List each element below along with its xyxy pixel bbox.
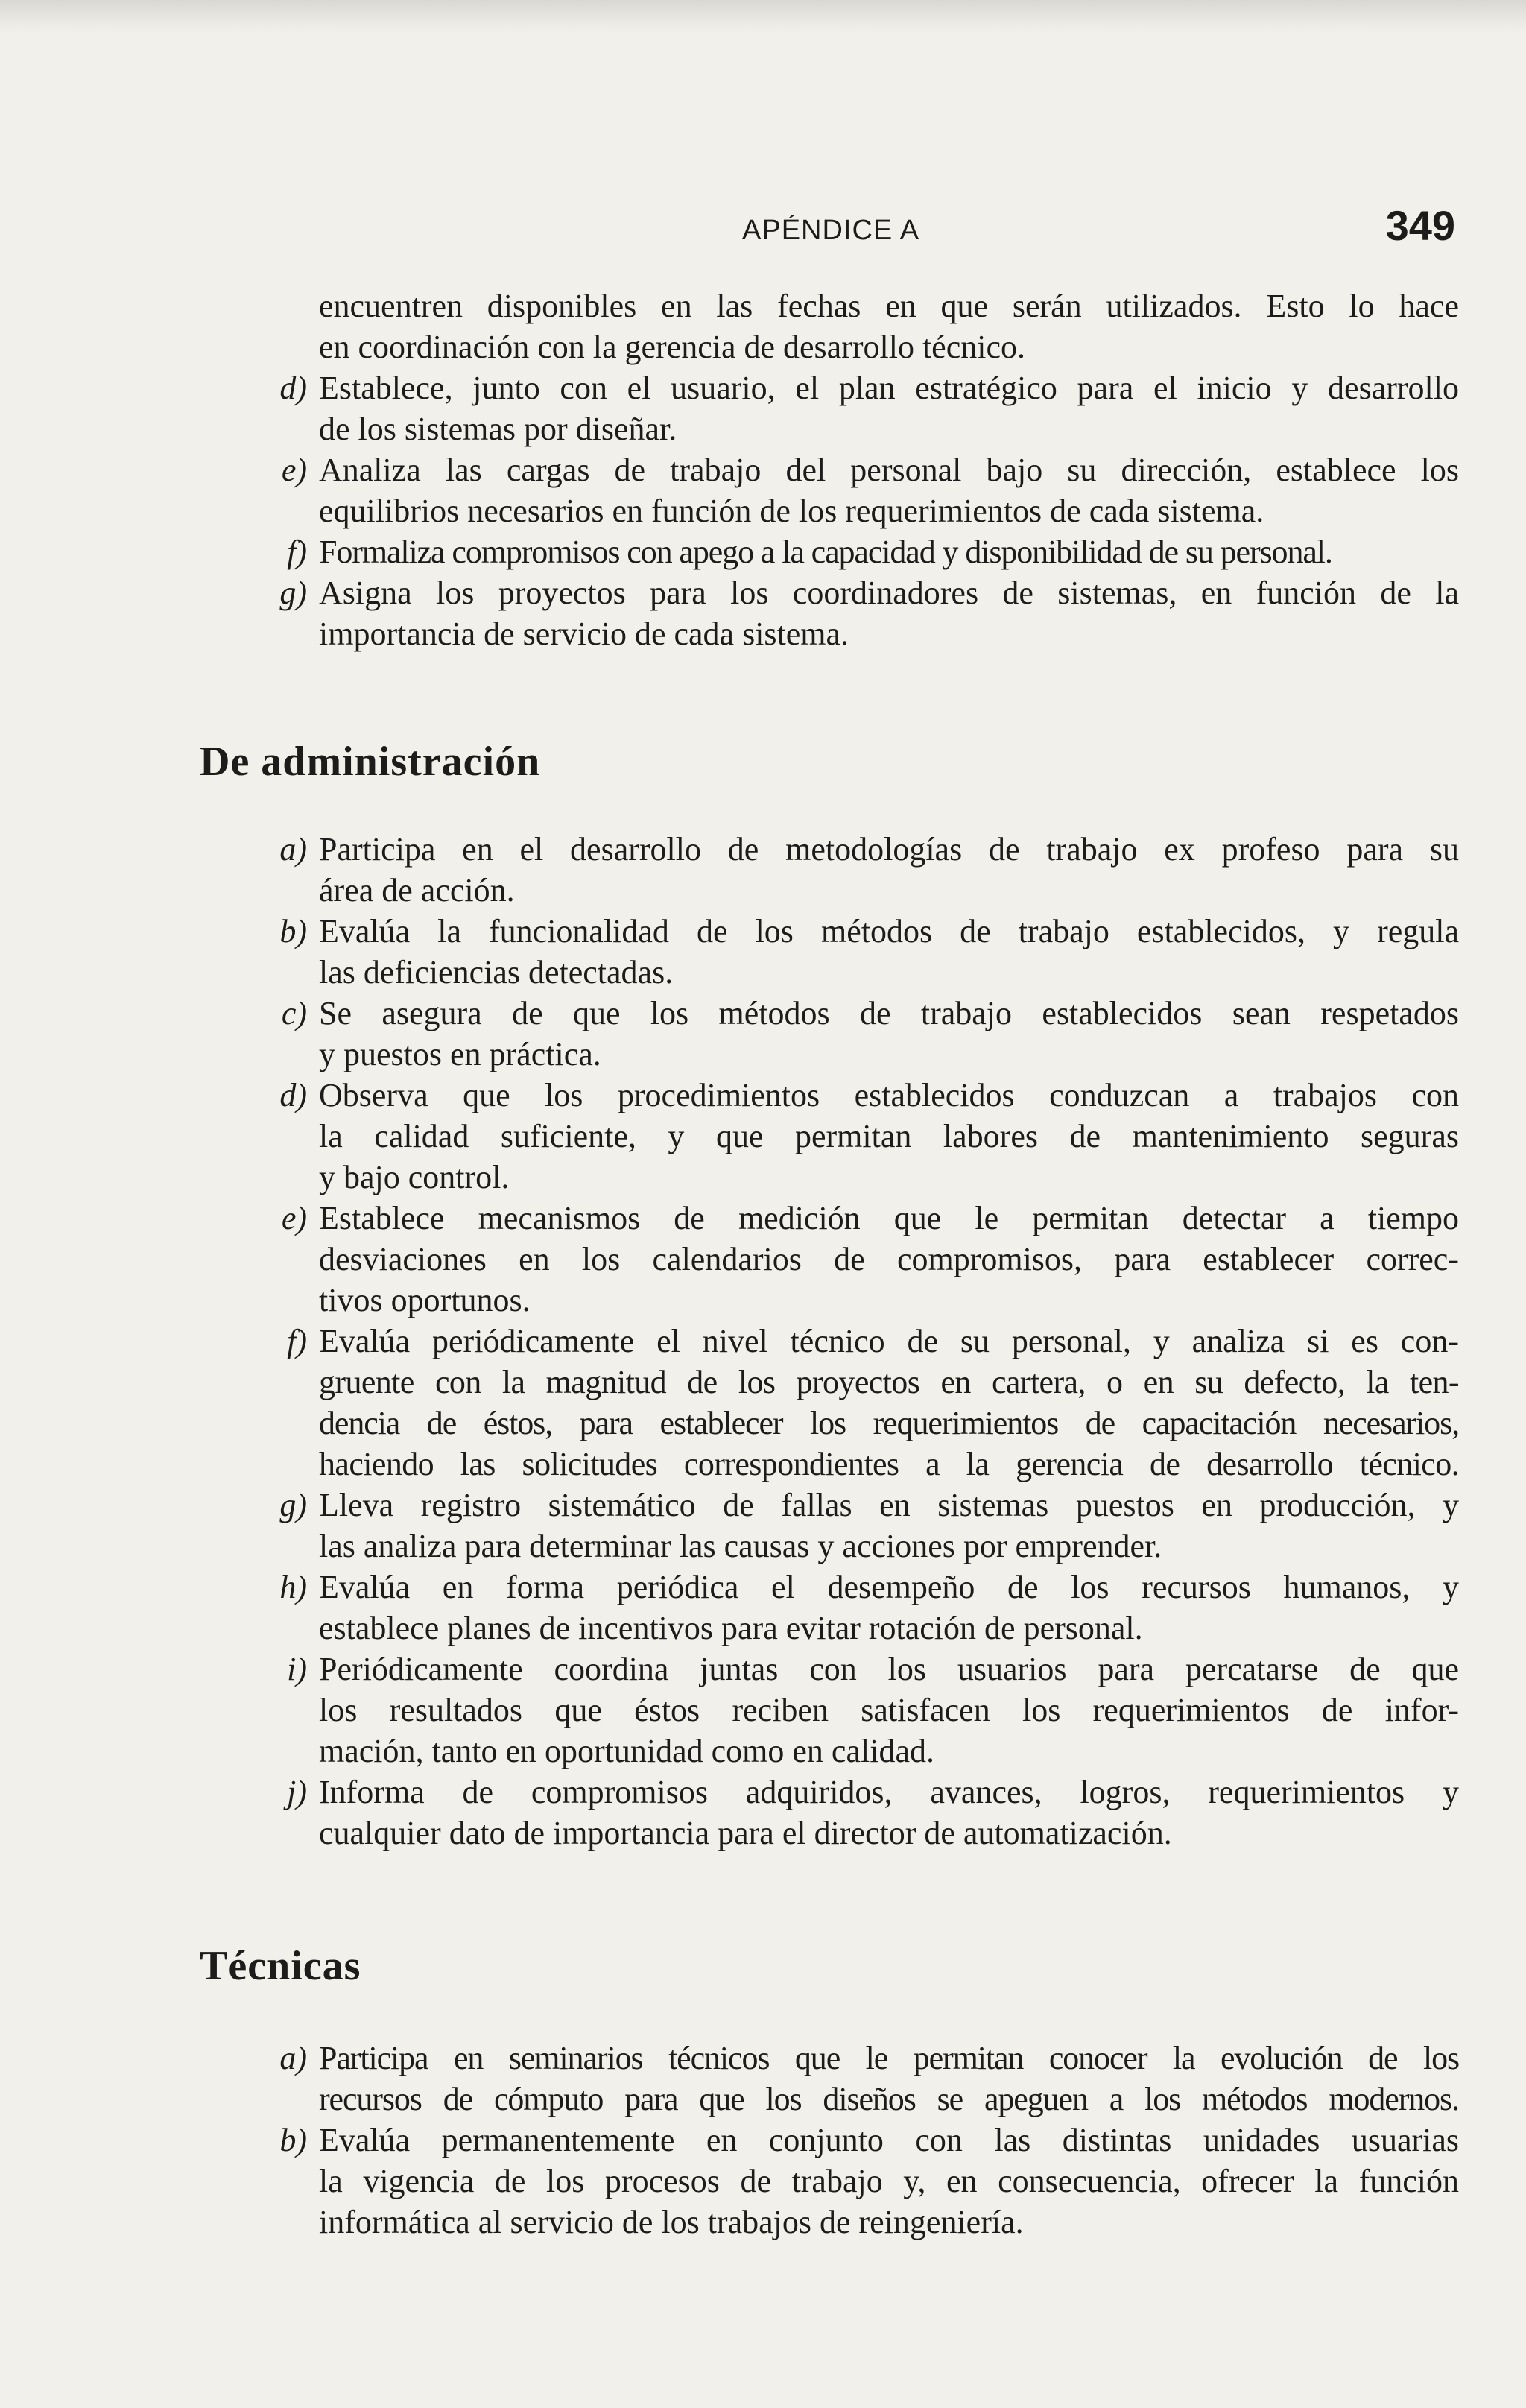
- list-item-line: Formaliza compromisos con apego a la capacidad y disponibilidad de su personal.: [319, 534, 1332, 570]
- section-heading-administracion: De administración: [200, 739, 541, 785]
- list-item-line: Establece, junto con el usuario, el plan estratégico para el inicio y desarrollo: [319, 370, 1459, 406]
- list-marker: f): [287, 534, 307, 570]
- list-marker: d): [279, 370, 307, 406]
- list-item-line: tivos oportunos.: [319, 1282, 531, 1318]
- list-item-d: [0, 367, 1526, 449]
- list-item-g: [0, 572, 1526, 654]
- list-item-line: Analiza las cargas de trabajo del personal bajo su dirección, establece los: [319, 452, 1459, 488]
- list-item-line: área de acción.: [319, 872, 515, 908]
- list-item-line: la vigencia de los procesos de trabajo y, en consecuencia, ofrecer la función: [319, 2163, 1459, 2199]
- list-marker: g): [279, 575, 307, 611]
- list-item-a: [0, 2038, 1526, 2120]
- list-item-line: desviaciones en los calendarios de compromisos, para establecer correc-: [319, 1241, 1459, 1277]
- list-item-line: haciendo las solicitudes correspondientes a la gerencia de desarrollo técnico.: [319, 1446, 1459, 1482]
- page-number: 349: [1385, 202, 1455, 249]
- list-item-d: [0, 1075, 1526, 1198]
- list-item-line: informática al servicio de los trabajos de reingeniería.: [319, 2204, 1024, 2240]
- list-marker: f): [287, 1323, 307, 1359]
- list-marker: j): [287, 1774, 307, 1810]
- list-item-line: encuentren disponibles en las fechas en que serán utilizados. Esto lo hace: [319, 288, 1459, 324]
- list-item-b: [0, 911, 1526, 993]
- administracion-list: [0, 829, 1526, 1854]
- list-marker: h): [279, 1569, 307, 1605]
- list-marker: a): [279, 2040, 307, 2076]
- list-marker: b): [279, 2122, 307, 2158]
- list-item-line: de los sistemas por diseñar.: [319, 411, 677, 447]
- list-item-line: las deficiencias detectadas.: [319, 954, 674, 990]
- list-item-line: equilibrios necesarios en función de los requerimientos de cada sistema.: [319, 493, 1264, 529]
- list-item-f: [0, 1321, 1526, 1485]
- list-item-line: Participa en el desarrollo de metodologías de trabajo ex profeso para su: [319, 831, 1459, 868]
- list-item-line: y bajo control.: [319, 1159, 510, 1195]
- list-marker: e): [281, 452, 307, 488]
- list-item-f: [0, 531, 1526, 572]
- list-item-g: [0, 1485, 1526, 1567]
- list-item-line: cualquier dato de importancia para el director de automatización.: [319, 1815, 1172, 1851]
- list-item-line: Evalúa en forma periódica el desempeño de los recursos humanos, y: [319, 1569, 1459, 1605]
- list-item-line: importancia de servicio de cada sistema.: [319, 616, 849, 652]
- list-item-a: [0, 829, 1526, 911]
- list-item-line: Evalúa periódicamente el nivel técnico de su personal, y analiza si es con-: [319, 1323, 1459, 1359]
- list-item-e: [0, 449, 1526, 531]
- tecnicas-list: [0, 2038, 1526, 2243]
- list-item-line: mación, tanto en oportunidad como en calidad.: [319, 1733, 934, 1769]
- list-marker: c): [281, 995, 307, 1031]
- list-item-b: [0, 2120, 1526, 2243]
- list-item-line: Lleva registro sistemático de fallas en sistemas puestos en producción, y: [319, 1487, 1459, 1523]
- list-item-line: los resultados que éstos reciben satisfacen los requerimientos de infor-: [319, 1692, 1459, 1728]
- list-item-line: la calidad suficiente, y que permitan labores de mantenimiento seguras: [319, 1118, 1459, 1154]
- list-item-line: establece planes de incentivos para evitar rotación de personal.: [319, 1610, 1143, 1646]
- list-marker: g): [279, 1487, 307, 1523]
- list-item-h: [0, 1567, 1526, 1649]
- list-item-line: y puestos en práctica.: [319, 1036, 601, 1072]
- list-item-j: [0, 1772, 1526, 1854]
- list-marker: d): [279, 1077, 307, 1113]
- list-item-continued: [0, 285, 1526, 367]
- list-item-line: Evalúa la funcionalidad de los métodos de trabajo establecidos, y regula: [319, 913, 1459, 949]
- list-marker: a): [279, 831, 307, 868]
- section-heading-tecnicas: Técnicas: [200, 1943, 361, 1989]
- list-item-line: dencia de éstos, para establecer los requerimientos de capacitación necesarios,: [319, 1405, 1459, 1441]
- chapter-title: APÉNDICE A: [742, 215, 920, 246]
- list-item-line: recursos de cómputo para que los diseños se apeguen a los métodos modernos.: [319, 2081, 1459, 2117]
- list-item-line: gruente con la magnitud de los proyectos en cartera, o en su defecto, la ten-: [319, 1364, 1459, 1400]
- list-item-line: Se asegura de que los métodos de trabajo establecidos sean respetados: [319, 995, 1459, 1031]
- list-item-i: [0, 1649, 1526, 1772]
- running-head: [0, 201, 1526, 261]
- list-marker: b): [279, 913, 307, 949]
- list-item-line: Evalúa permanentemente en conjunto con las distintas unidades usuarias: [319, 2122, 1459, 2158]
- continued-list: [0, 285, 1526, 654]
- list-marker: e): [281, 1200, 307, 1236]
- list-item-line: Asigna los proyectos para los coordinadores de sistemas, en función de la: [319, 575, 1459, 611]
- list-item-line: Informa de compromisos adquiridos, avances, logros, requerimientos y: [319, 1774, 1459, 1810]
- list-item-line: Periódicamente coordina juntas con los usuarios para percatarse de que: [319, 1651, 1459, 1687]
- list-item-line: Establece mecanismos de medición que le permitan detectar a tiempo: [319, 1200, 1459, 1236]
- list-item-e: [0, 1198, 1526, 1321]
- list-item-c: [0, 993, 1526, 1075]
- list-item-line: Participa en seminarios técnicos que le permitan conocer la evolución de los: [319, 2040, 1459, 2076]
- list-item-line: las analiza para determinar las causas y acciones por emprender.: [319, 1528, 1162, 1564]
- list-item-line: Observa que los procedimientos establecidos conduzcan a trabajos con: [319, 1077, 1459, 1113]
- list-marker: i): [287, 1651, 307, 1687]
- list-item-line: en coordinación con la gerencia de desarrollo técnico.: [319, 329, 1025, 365]
